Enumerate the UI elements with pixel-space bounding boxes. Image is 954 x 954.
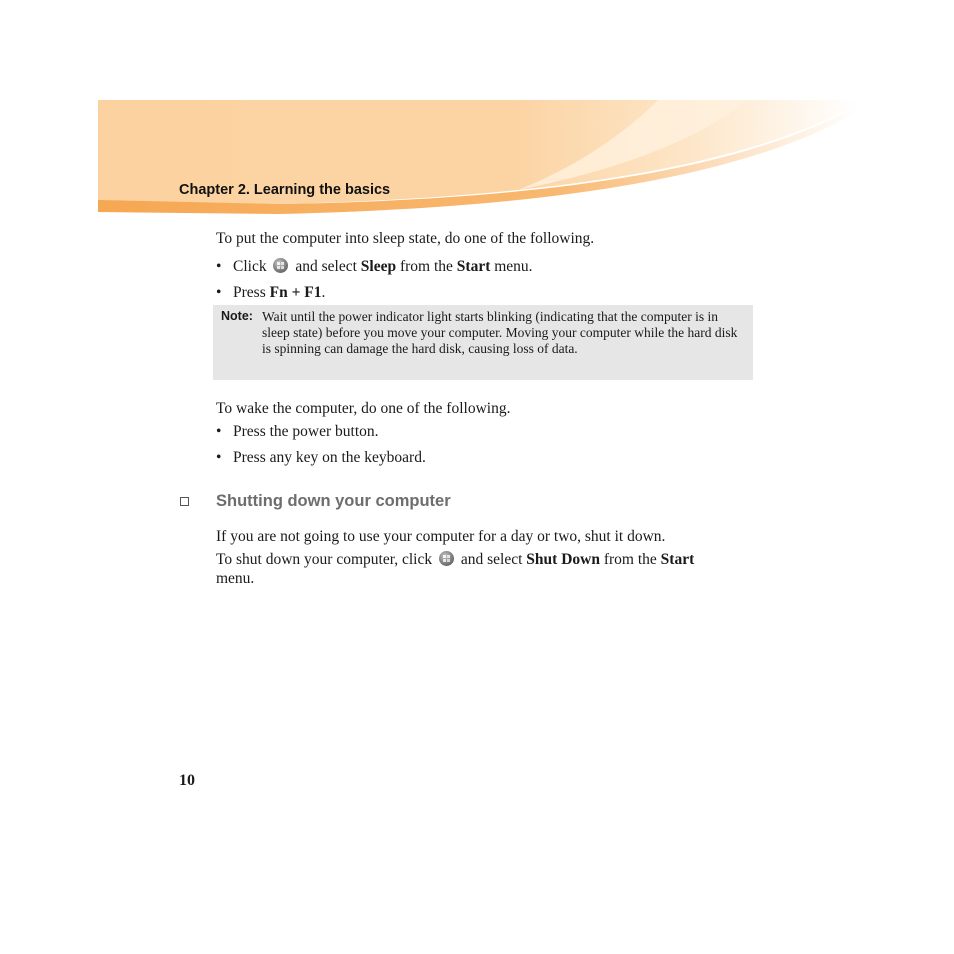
wake-intro: To wake the computer, do one of the following. [216, 400, 511, 417]
square-bullet-icon [180, 497, 189, 506]
shut-down-menu-item: Shut Down [526, 551, 600, 568]
shutdown-para-2: To shut down your computer, click and select Shut Down from the Start menu. [216, 551, 695, 587]
chapter-title: Chapter 2. Learning the basics [179, 182, 391, 198]
sleep-bullet-click: • Click and select Sleep from the Start menu. [216, 258, 533, 275]
note-text: Wait until the power indicator light starts blinking (indicating that the computer is in sleep state) before you move your computer. Moving your computer while the hard disk is spinning can damage the hard disk, causing loss of data. [262, 309, 738, 357]
wake-bullet-1: • Press the power button. [216, 423, 379, 440]
wake-bullet-2: • Press any key on the keyboard. [216, 449, 426, 466]
bullet-dot: • [216, 423, 222, 440]
bullet-dot: • [216, 284, 222, 301]
page-number: 10 [179, 772, 195, 789]
bullet-dot: • [216, 258, 222, 275]
start-menu-label: Start [660, 551, 695, 568]
windows-start-orb-icon [439, 551, 454, 566]
bullet-dot: • [216, 449, 222, 466]
start-menu-label: Start [456, 258, 491, 275]
sleep-intro: To put the computer into sleep state, do one of the following. [216, 230, 595, 247]
windows-start-orb-icon [273, 258, 288, 273]
key-combo: Fn + F1 [269, 284, 322, 301]
sleep-menu-item: Sleep [360, 258, 397, 275]
section-heading: Shutting down your computer [216, 492, 451, 510]
sleep-bullet-press: • Press Fn + F1. [216, 284, 326, 301]
shutdown-para-1: If you are not going to use your computer for a day or two, shut it down. [216, 528, 666, 545]
header-band [98, 100, 858, 216]
note-label: Note: [221, 309, 253, 323]
